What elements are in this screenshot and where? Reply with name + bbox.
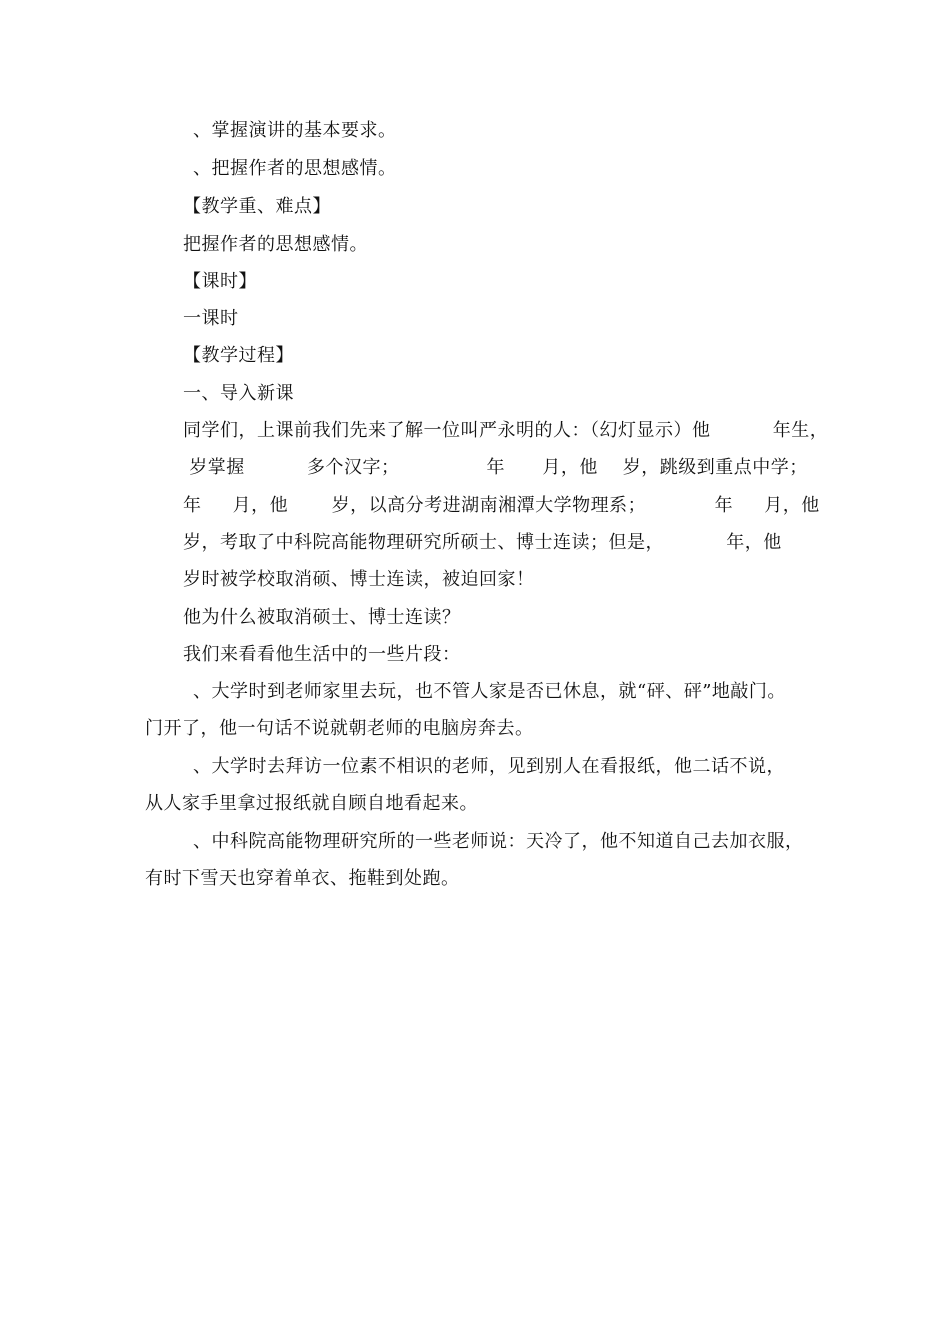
anecdote-3-line-1: 、中科院高能物理研究所的一些老师说：天冷了，他不知道自己去加衣服，: [193, 831, 804, 852]
anecdote-1-line-2: 门开了，他一句话不说就朝老师的电脑房奔去。: [145, 718, 534, 739]
section-introduction: 一、导入新课: [183, 383, 294, 404]
heading-teaching-process: 【教学过程】: [183, 345, 294, 366]
question-line: 他为什么被取消硕士、博士连读？: [183, 607, 461, 628]
objective-line-2: 、把握作者的思想感情。: [193, 158, 397, 179]
paragraph-line: 岁掌握 多个汉字； 年 月，他 岁，跳级到重点中学；: [183, 457, 808, 478]
anecdote-3-line-2: 有时下雪天也穿着单衣、拖鞋到处跑。: [145, 868, 460, 889]
heading-class-hours: 【课时】: [183, 271, 257, 292]
key-points-text: 把握作者的思想感情。: [183, 234, 368, 255]
class-hours-text: 一课时: [183, 308, 239, 329]
objective-line-1: 、掌握演讲的基本要求。: [193, 120, 397, 141]
paragraph-line: 岁时被学校取消硕、博士连读，被迫回家！: [183, 569, 535, 590]
heading-key-points: 【教学重、难点】: [183, 196, 331, 217]
anecdote-1-line-1: 、大学时到老师家里去玩，也不管人家是否已休息，就“砰、砰”地敲门。: [193, 681, 786, 702]
paragraph-line: 年 月，他 岁，以高分考进湖南湘潭大学物理系； 年 月，他: [183, 495, 820, 516]
paragraph-line: 岁，考取了中科院高能物理研究所硕士、博士连读；但是， 年，他: [183, 532, 782, 553]
anecdote-2-line-1: 、大学时去拜访一位素不相识的老师，见到别人在看报纸，他二话不说，: [193, 756, 785, 777]
paragraph-line: 我们来看看他生活中的一些片段：: [183, 644, 461, 665]
paragraph-line: 同学们，上课前我们先来了解一位叫严永明的人：（幻灯显示）他 年生，: [183, 420, 829, 441]
anecdote-2-line-2: 从人家手里拿过报纸就自顾自地看起来。: [145, 793, 478, 814]
